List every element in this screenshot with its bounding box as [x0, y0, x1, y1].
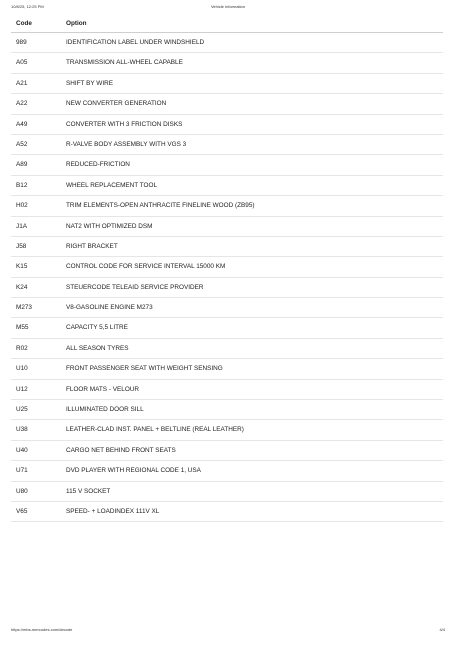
option-description: CAPACITY 5,5 LITRE: [66, 324, 128, 332]
option-description: ILLUMINATED DOOR SILL: [66, 406, 144, 414]
table-row: [11, 176, 443, 196]
table-header-row: [11, 15, 443, 33]
table-row: [11, 53, 443, 73]
table-row: [11, 461, 443, 481]
option-code: A49: [16, 120, 28, 128]
option-description: RIGHT BRACKET: [66, 242, 118, 250]
option-description: FRONT PASSENGER SEAT WITH WEIGHT SENSING: [66, 365, 223, 373]
table-row: [11, 94, 443, 114]
option-description: NAT2 WITH OPTIMIZED DSM: [66, 222, 153, 230]
option-code: U40: [16, 446, 28, 454]
option-code: U80: [16, 487, 28, 495]
option-description: STEUERCODE TELEAID SERVICE PROVIDER: [66, 283, 204, 291]
table-row: [11, 339, 443, 359]
option-description: TRIM ELEMENTS-OPEN ANTHRACITE FINELINE WOOD (ZB95): [66, 202, 255, 210]
option-description: FLOOR MATS - VELOUR: [66, 385, 140, 393]
option-code: H02: [16, 202, 28, 210]
option-code: A21: [16, 79, 28, 87]
option-code: U12: [16, 385, 28, 393]
option-code: U25: [16, 406, 28, 414]
page-footer: [11, 627, 445, 637]
option-code: U10: [16, 365, 28, 373]
option-code: R02: [16, 344, 28, 352]
option-code: A89: [16, 161, 28, 169]
table-row: [11, 318, 443, 338]
option-description: CARGO NET BEHIND FRONT SEATS: [66, 446, 176, 454]
option-description: SHIFT BY WIRE: [66, 79, 113, 87]
table-row: [11, 135, 443, 155]
option-description: ALL SEASON TYRES: [66, 344, 129, 352]
option-description: REDUCED-FRICTION: [66, 161, 130, 169]
option-description: CONVERTER WITH 3 FRICTION DISKS: [66, 120, 183, 128]
table-row: [11, 115, 443, 135]
table-row: [11, 237, 443, 257]
option-code: M273: [16, 304, 32, 312]
options-table: [11, 15, 443, 522]
option-description: SPEED- + LOADINDEX 111V XL: [66, 507, 160, 515]
table-row: [11, 257, 443, 277]
option-code: V65: [16, 507, 28, 515]
option-code: B12: [16, 181, 28, 189]
option-code: A52: [16, 140, 28, 148]
option-code: J1A: [16, 222, 28, 230]
option-code: M55: [16, 324, 29, 332]
table-row: [11, 502, 443, 522]
column-header-code: Code: [16, 20, 32, 27]
table-row: [11, 155, 443, 175]
table-row: [11, 74, 443, 94]
option-description: CONTROL CODE FOR SERVICE INTERVAL 15000 KM: [66, 263, 226, 271]
table-row: [11, 359, 443, 379]
option-description: 115 V SOCKET: [66, 487, 111, 495]
option-code: K15: [16, 263, 28, 271]
page-number: 4/4: [439, 627, 445, 632]
option-description: LEATHER-CLAD INST. PANEL + BELTLINE (REAL LEATHER): [66, 426, 244, 434]
table-row: [11, 482, 443, 502]
option-code: 989: [16, 39, 27, 46]
option-description: V8-GASOLINE ENGINE M273: [66, 304, 153, 312]
table-row: [11, 196, 443, 216]
option-code: J58: [16, 242, 27, 250]
page-title: Vehicle Information: [210, 4, 246, 9]
column-header-option: Option: [66, 20, 87, 27]
option-code: U71: [16, 467, 28, 475]
table-row: [11, 298, 443, 318]
table-row: [11, 380, 443, 400]
option-code: A05: [16, 59, 28, 67]
table-row: [11, 278, 443, 298]
footer-url: https://mbs-mercodes.com/decode: [11, 627, 73, 632]
page-header: [11, 4, 445, 14]
table-row: [11, 441, 443, 461]
table-row: [11, 400, 443, 420]
option-code: A22: [16, 100, 28, 108]
table-row: [11, 33, 443, 53]
option-description: TRANSMISSION ALL-WHEEL CAPABLE: [66, 59, 183, 67]
option-description: WHEEL REPLACEMENT TOOL: [66, 181, 158, 189]
table-row: [11, 217, 443, 237]
table-body: [11, 33, 443, 522]
option-description: R-VALVE BODY ASSEMBLY WITH VGS 3: [66, 140, 187, 148]
option-description: NEW CONVERTER GENERATION: [66, 100, 167, 108]
option-description: IDENTIFICATION LABEL UNDER WINDSHIELD: [66, 39, 205, 46]
table-row: [11, 420, 443, 440]
option-description: DVD PLAYER WITH REGIONAL CODE 1, USA: [66, 467, 201, 475]
option-code: K24: [16, 283, 28, 291]
option-code: U38: [16, 426, 28, 434]
print-date: 10/8/25, 12:25 PM: [11, 4, 44, 9]
